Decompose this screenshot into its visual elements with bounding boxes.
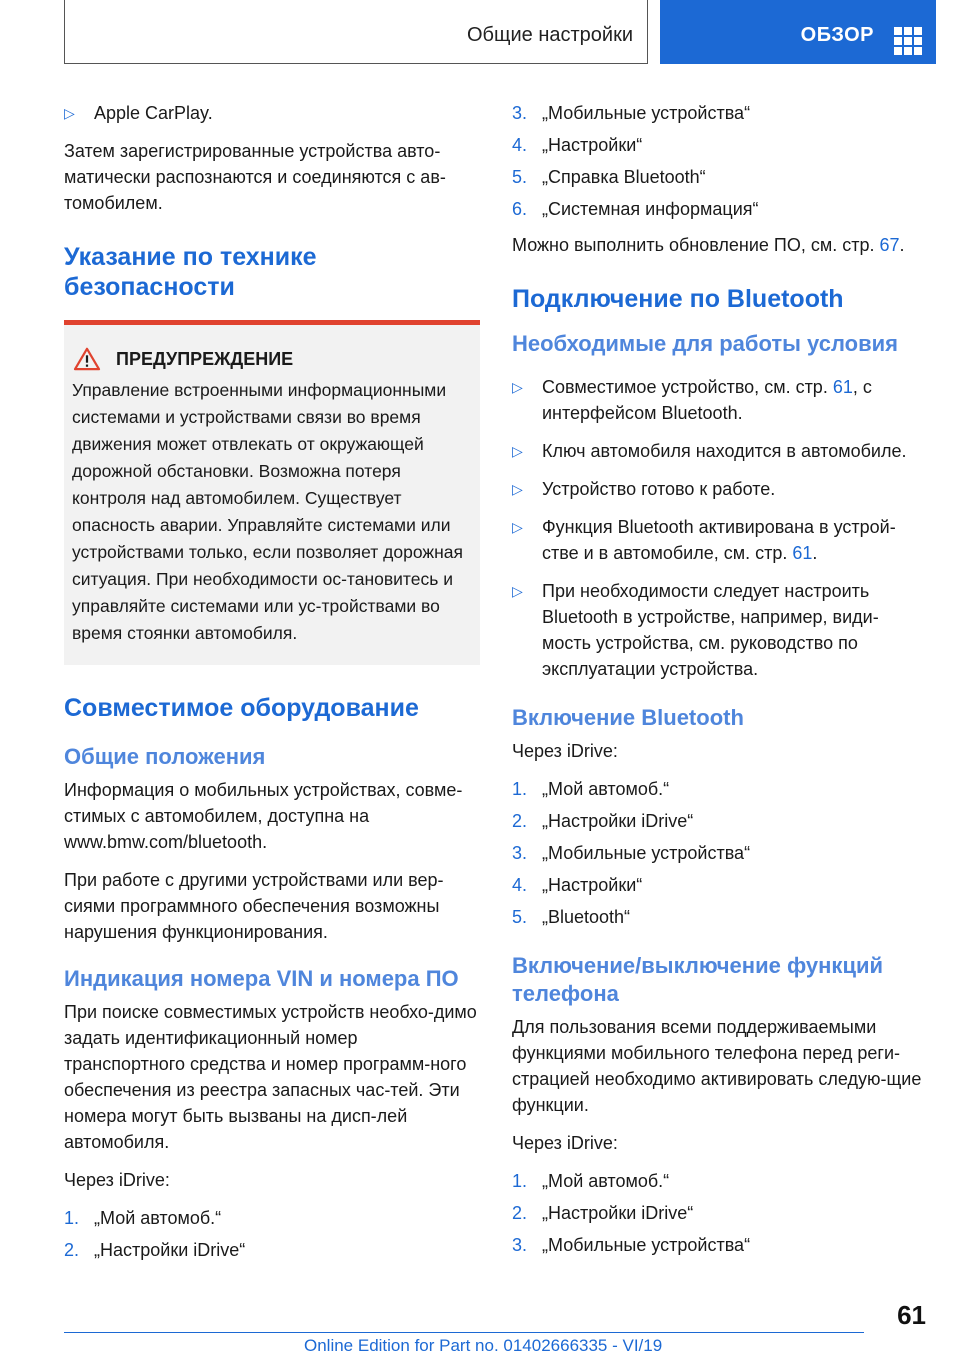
warning-title: ПРЕДУПРЕЖДЕНИЕ [72,347,470,371]
list-item: 6. „Системная информация“ [512,199,759,219]
overview-tab-label: ОБЗОР [800,24,874,46]
list-item: 1. „Мой автомоб.“ [64,1208,222,1228]
warning-text: Управление встроенными информационными системами и устройствами связи во время движения может отвлекать от окружающей дорожной обстановки. Возможна потеря контроля над автомобилем. Существует опасность аварии. Управляйте системами или устройствами только, если позволяет дорожная ситуация. При необходимости ос-тановитесь и управляйте системами или ус-тройствами во время стоянки автомобиля. [72,380,463,643]
triangle-bullet-icon: ▷ [512,379,523,395]
triangle-bullet-icon: ▷ [512,583,523,599]
paragraph: Через iDrive: [64,1170,170,1190]
list-item: ▷ При необходимости следует настроить Bluetooth в устройстве, например, види-мость устройства, см. руководство по эксплуатации устройства. [512,578,922,682]
paragraph: Через iDrive: [512,741,618,761]
triangle-bullet-icon: ▷ [512,481,523,497]
page-link[interactable]: 61 [792,543,813,563]
triangle-bullet-icon: ▷ [512,519,523,535]
list-item: ▷ Совместимое устройство, см. стр. 61, с интерфейсом Bluetooth. [512,374,922,426]
page-number: 61 [897,1300,926,1330]
paragraph: Для пользования всеми поддерживаемыми функциями мобильного телефона перед реги-страцией необходимо активировать следую-щие функции. [512,1017,922,1115]
grid-menu-icon[interactable] [894,27,922,55]
list-item: 5. „Bluetooth“ [512,907,631,927]
page-link[interactable]: 67 [879,235,900,255]
heading-bluetooth: Подключение по Bluetooth [512,285,844,313]
list-item: ▷ Устройство готово к работе. [512,476,922,502]
list-item: 2. „Настройки iDrive“ [512,811,694,831]
list-item: 4. „Настройки“ [512,875,643,895]
paragraph: Затем зарегистрированные устройства авто-матически распознаются и соединяются с ав-томобилем. [64,141,446,213]
list-item: 3. „Мобильные устройства“ [512,843,751,863]
right-column [512,100,922,1264]
heading-compatible: Совместимое оборудование [64,694,419,722]
triangle-bullet-icon: ▷ [512,443,523,459]
list-item: 5. „Справка Bluetooth“ [512,167,706,187]
heading-bluetooth-on: Включение Bluetooth [512,705,744,730]
list-item: 1. „Мой автомоб.“ [512,1171,670,1191]
page-link[interactable]: 61 [832,377,853,397]
list-item: ▷ Apple CarPlay. [64,100,480,126]
footer-divider [64,1332,864,1333]
list-item: 3. „Мобильные устройства“ [512,103,751,123]
list-item: ▷ Функция Bluetooth активирована в устрой-стве и в автомобиле, см. стр. 61. [512,514,922,566]
list-item: 2. „Настройки iDrive“ [64,1240,246,1260]
paragraph: Через iDrive: [512,1133,618,1153]
paragraph: Можно выполнить обновление ПО, см. стр. 67. [512,235,905,255]
warning-box [64,320,480,665]
heading-safety: Указание по технике безопасности [64,243,317,301]
list-item: 1. „Мой автомоб.“ [512,779,670,799]
list-item: 4. „Настройки“ [512,135,643,155]
list-item: 3. „Мобильные устройства“ [512,1235,751,1255]
triangle-bullet-icon: ▷ [64,105,75,121]
heading-phone-functions: Включение/выключение функций телефона [512,953,884,1006]
list-item: ▷ Ключ автомобиля находится в автомобиле. [512,438,922,464]
heading-requirements: Необходимые для работы условия [512,331,898,356]
list-item: 2. „Настройки iDrive“ [512,1203,694,1223]
paragraph: При поиске совместимых устройств необхо-димо задать идентификационный номер транспортного средства и номер программ-ного обеспечения из реестра запасных час-тей. Эти номера могут быть вызваны на дисп-лей автомобиля. [64,1002,477,1152]
heading-general: Общие положения [64,744,266,769]
header-section [64,0,648,64]
heading-vin: Индикация номера VIN и номера ПО [64,966,459,991]
footer-edition: Online Edition for Part no. 01402666335 - VI/19 [304,1336,663,1355]
overview-tab[interactable] [660,0,936,64]
left-column [64,100,480,1269]
section-title: Общие настройки [467,24,633,46]
warning-triangle-icon [72,347,102,371]
paragraph: При работе с другими устройствами или вер-сиями программного обеспечения возможны нарушения функционирования. [64,870,444,942]
paragraph: Информация о мобильных устройствах, совме-стимых с автомобилем, доступна на www.bmw.com/bluetooth. [64,780,463,852]
